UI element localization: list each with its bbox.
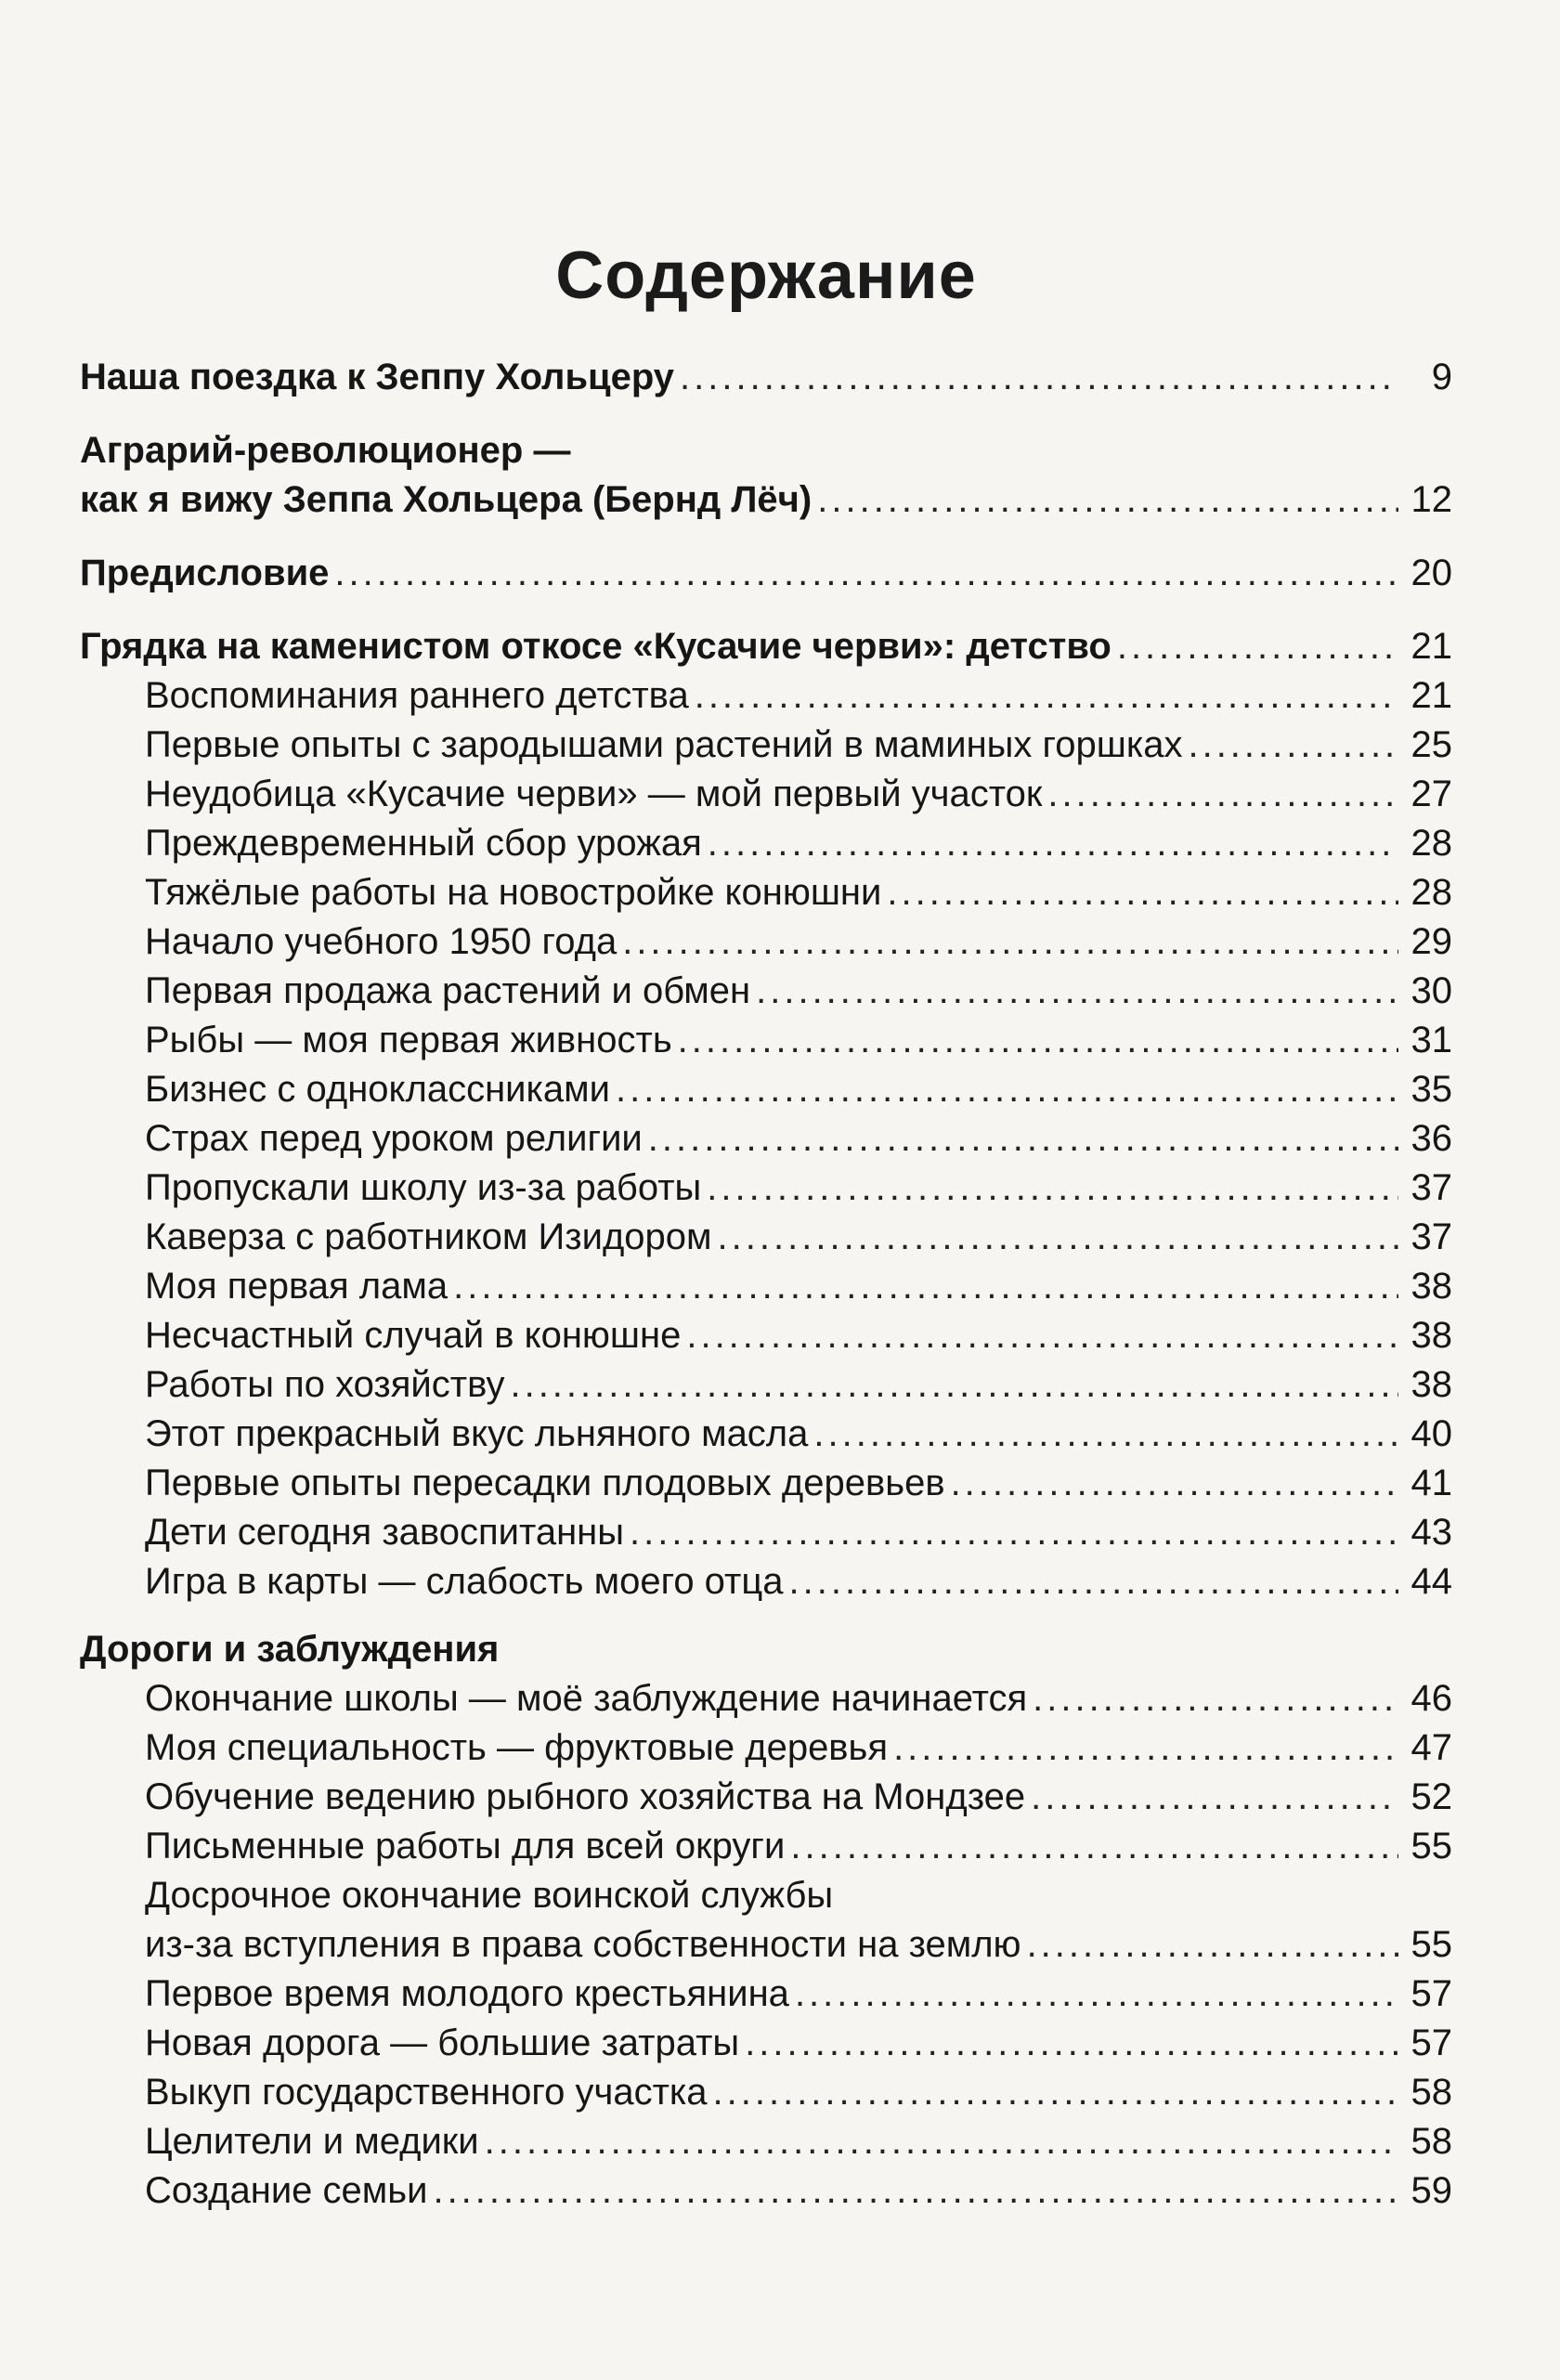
toc-subentry-title: Письменные работы для всей округи: [145, 1826, 786, 1866]
toc-subentry-page: 30: [1410, 970, 1452, 1011]
toc-entry-title: как я вижу Зеппа Хольцера (Бернд Лёч): [80, 479, 812, 520]
toc-subentry-page: 38: [1410, 1315, 1452, 1356]
toc-subentries-roads: [80, 1674, 1452, 2216]
dot-leader: [1031, 1773, 1398, 1822]
dot-leader: [433, 2166, 1398, 2216]
toc-subentry-title: Дети сегодня завоспитанны: [145, 1512, 624, 1553]
toc-subentry-page: 52: [1410, 1776, 1452, 1817]
toc-subentry-page: 57: [1410, 1973, 1452, 2014]
toc-entry-childhood: [80, 622, 1452, 671]
dot-leader: [453, 1262, 1398, 1311]
toc-subentry: [80, 671, 1452, 721]
toc-subentry: [80, 2117, 1452, 2166]
toc-subentry-title: Страх перед уроком религии: [145, 1118, 643, 1159]
toc-subentry-title: Первое время молодого крестьянина: [145, 1973, 789, 2014]
toc-subentry-title: Обучение ведению рыбного хозяйства на Мондзее: [145, 1776, 1026, 1817]
dot-leader: [789, 1557, 1398, 1606]
toc-entry-title: Предисловие: [80, 553, 330, 593]
toc-subentry: [80, 1508, 1452, 1557]
toc-subentry: [80, 1065, 1452, 1114]
dot-leader: [817, 475, 1398, 525]
dot-leader: [795, 1970, 1398, 2019]
toc-subentry-title: Выкуп государственного участка: [145, 2072, 708, 2113]
toc-subentry: [80, 1674, 1452, 1723]
toc-subentry-page: 25: [1410, 724, 1452, 765]
toc-subentry-title: Бизнес с одноклассниками: [145, 1069, 610, 1110]
toc-subentry: [80, 819, 1452, 868]
toc-subentry-title: Пропускали школу из-за работы: [145, 1167, 702, 1208]
dot-leader: [708, 819, 1398, 868]
toc-subentry-title: из-за вступления в права собственности на землю: [145, 1924, 1021, 1965]
toc-subentry: [80, 2166, 1452, 2216]
toc-subentry-title: Тяжёлые работы на новостройке конюшни: [145, 872, 882, 913]
toc-entry-title: Наша поездка к Зеппу Хольцеру: [80, 357, 675, 397]
toc-subentry-title: Неудобица «Кусачие черви» — мой первый участок: [145, 774, 1043, 814]
dot-leader: [1027, 1920, 1398, 1970]
toc-subentries-childhood: [80, 671, 1452, 1606]
dot-leader: [790, 1822, 1398, 1871]
toc-subentry-page: 59: [1410, 2170, 1452, 2211]
dot-leader: [485, 2117, 1398, 2166]
toc-subentry-title: Этот прекрасный вкус льняного масла: [145, 1413, 809, 1454]
toc-subentry-title: Начало учебного 1950 года: [145, 921, 618, 962]
toc-subentry-page: 57: [1410, 2022, 1452, 2063]
toc-subentry-page: 29: [1410, 921, 1452, 962]
toc-subentry-page: 28: [1410, 872, 1452, 913]
toc-subentry-page: 58: [1410, 2121, 1452, 2162]
toc-subentry-page: 38: [1410, 1266, 1452, 1307]
toc-subentry: [80, 1920, 1452, 1970]
book-page: [80, 0, 1452, 2380]
toc-entry-page: 12: [1410, 479, 1452, 520]
toc-subentry-page: 41: [1410, 1463, 1452, 1503]
toc-entry-title: Грядка на каменистом откосе «Кусачие черви»: детство: [80, 626, 1112, 667]
toc-entry-page: 9: [1431, 357, 1452, 397]
toc-subentry: [80, 1311, 1452, 1360]
dot-leader: [713, 2068, 1398, 2117]
toc-subentry: [80, 2019, 1452, 2068]
dot-leader: [893, 1723, 1398, 1773]
toc-subentry-page: 58: [1410, 2072, 1452, 2113]
toc-subentry-title: Игра в карты — слабость моего отца: [145, 1561, 784, 1602]
dot-leader: [510, 1360, 1398, 1410]
toc-subentry: [80, 917, 1452, 967]
toc-subentry: [80, 1114, 1452, 1164]
toc-subentry-title: Новая дорога — большие затраты: [145, 2022, 740, 2063]
dot-leader: [756, 967, 1398, 1016]
toc-subentry: [80, 1016, 1452, 1065]
table-of-contents: [80, 353, 1452, 2216]
toc-subentry-page: 46: [1410, 1678, 1452, 1719]
toc-subentry-title: Окончание школы — моё заблуждение начинается: [145, 1678, 1028, 1719]
toc-entry-page: 21: [1410, 626, 1452, 667]
dot-leader: [1047, 770, 1398, 819]
dot-leader: [887, 868, 1398, 917]
toc-subentry: [80, 1970, 1452, 2019]
toc-subentry-title: Первые опыты пересадки плодовых деревьев: [145, 1463, 945, 1503]
dot-leader: [707, 1164, 1398, 1213]
toc-entry-page: 20: [1410, 553, 1452, 593]
toc-subentry-page: 55: [1410, 1826, 1452, 1866]
toc-subentry: [80, 1822, 1452, 1871]
toc-subentry-title: Моя первая лама: [145, 1266, 448, 1307]
toc-subentry-page: 35: [1410, 1069, 1452, 1110]
toc-subentry-page: 40: [1410, 1413, 1452, 1454]
toc-subentry-page: 38: [1410, 1364, 1452, 1405]
toc-subentry: [80, 967, 1452, 1016]
toc-subentry: [80, 721, 1452, 770]
toc-subentry-page: 36: [1410, 1118, 1452, 1159]
dot-leader: [686, 1311, 1398, 1360]
toc-subentry-page: 47: [1410, 1727, 1452, 1768]
toc-subentry-page: 21: [1410, 675, 1452, 716]
toc-entry-title-line1: Аграрий-революционер —: [80, 430, 571, 471]
toc-subentry-page: 28: [1410, 823, 1452, 864]
toc-subentry: [80, 1360, 1452, 1410]
toc-subentry: [80, 1773, 1452, 1822]
dot-leader: [1117, 622, 1398, 671]
dot-leader: [745, 2019, 1398, 2068]
toc-subentry-title-line1: Досрочное окончание воинской службы: [145, 1875, 834, 1916]
toc-subentry-title: Воспоминания раннего детства: [145, 675, 689, 716]
toc-subentry-page: 44: [1410, 1561, 1452, 1602]
toc-subentry-page: 27: [1410, 774, 1452, 814]
toc-subentry: [80, 1164, 1452, 1213]
dot-leader: [334, 549, 1398, 598]
toc-subentry-page: 55: [1410, 1924, 1452, 1965]
toc-subentry: [80, 1557, 1452, 1606]
dot-leader: [680, 353, 1398, 402]
toc-subentry: [80, 1213, 1452, 1262]
toc-subentry-page: 31: [1410, 1020, 1452, 1060]
toc-subentry: [80, 2068, 1452, 2117]
toc-subentry-title: Моя специальность — фруктовые деревья: [145, 1727, 889, 1768]
toc-subentry: [80, 868, 1452, 917]
toc-subentry-title: Рыбы — моя первая живность: [145, 1020, 672, 1060]
dot-leader: [951, 1459, 1398, 1508]
toc-section-roads: Дороги и заблуждения: [80, 1629, 500, 1670]
toc-subentry-title: Работы по хозяйству: [145, 1364, 505, 1405]
toc-subentry-title: Целители и медики: [145, 2121, 479, 2162]
dot-leader: [622, 917, 1398, 967]
toc-subentry: [80, 770, 1452, 819]
dot-leader: [1033, 1674, 1398, 1723]
toc-entry-revolutionary: [80, 475, 1452, 525]
toc-subentry-title: Первые опыты с зародышами растений в маминых горшках: [145, 724, 1183, 765]
toc-entry-trip: [80, 353, 1452, 402]
toc-subentry: [80, 1410, 1452, 1459]
page-title: Содержание: [555, 239, 977, 313]
toc-subentry: [80, 1723, 1452, 1773]
dot-leader: [648, 1114, 1398, 1164]
toc-subentry-page: 37: [1410, 1216, 1452, 1257]
toc-entry-preface: [80, 549, 1452, 598]
toc-subentry: [80, 1459, 1452, 1508]
dot-leader: [1188, 721, 1398, 770]
toc-subentry-title: Преждевременный сбор урожая: [145, 823, 702, 864]
toc-subentry-title: Несчастный случай в конюшне: [145, 1315, 682, 1356]
toc-subentry: [80, 1262, 1452, 1311]
toc-subentry-page: 43: [1410, 1512, 1452, 1553]
toc-subentry-title: Создание семьи: [145, 2170, 428, 2211]
toc-subentry-title: Первая продажа растений и обмен: [145, 970, 751, 1011]
dot-leader: [718, 1213, 1398, 1262]
dot-leader: [695, 671, 1398, 721]
toc-subentry-page: 37: [1410, 1167, 1452, 1208]
dot-leader: [616, 1065, 1398, 1114]
dot-leader: [678, 1016, 1398, 1065]
toc-subentry-title: Каверза с работником Изидором: [145, 1216, 712, 1257]
dot-leader: [630, 1508, 1398, 1557]
dot-leader: [813, 1410, 1398, 1459]
